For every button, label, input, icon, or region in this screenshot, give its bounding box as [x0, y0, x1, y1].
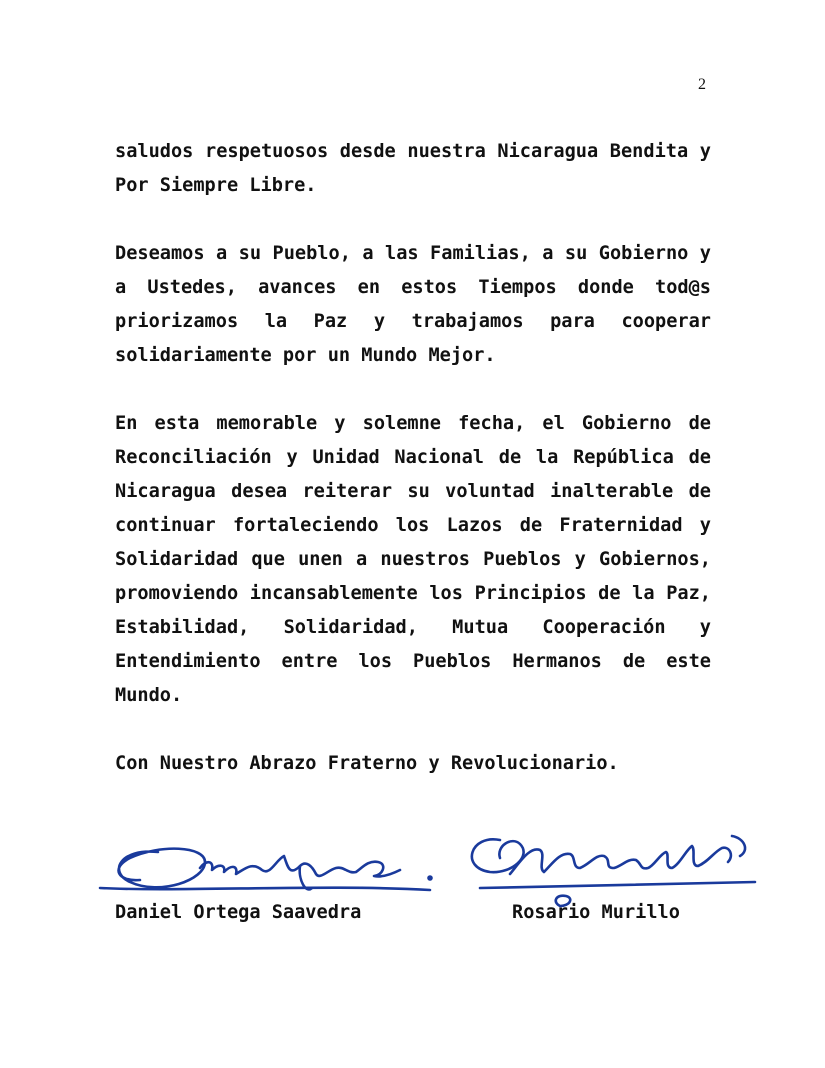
handwritten-signatures [0, 810, 825, 910]
paragraph-reaffirmation: En esta memorable y solemne fecha, el Gobierno de Reconciliación y Unidad Nacional de la República de Nicaragua desea reiterar su voluntad inalterable de continuar fortaleciendo los Lazos de Fraternidad y Solidaridad que unen a nuestros Pueblos y Gobiernos, promoviendo incansablemente los Principios de la Paz, Estabilidad, Solidaridad, Mutua Cooperación y Entendimiento entre los Pueblos Hermanos de este Mundo. [115, 413, 711, 706]
signer-name-daniel-ortega: Daniel Ortega Saavedra [115, 902, 362, 923]
signer-name-rosario-murillo: Rosario Murillo [512, 902, 680, 923]
signature-block [0, 810, 825, 950]
page-number: 2 [698, 76, 706, 93]
signature-2-script [510, 846, 731, 874]
signature-1-loop [119, 849, 205, 888]
closing-line: Con Nuestro Abrazo Fraterno y Revolucionario. [115, 753, 619, 774]
letter-body [115, 135, 711, 781]
signature-1-descender [300, 866, 312, 889]
signature-2-flourish [732, 836, 745, 856]
signature-1-period [429, 877, 432, 880]
signature-2-underline [480, 882, 755, 888]
paragraph-wishes: Deseamos a su Pueblo, a las Familias, a su Gobierno y a Ustedes, avances en estos Tiempos donde tod@s priorizamos la Paz y trabajamos para cooperar solidariamente por un Mundo Mejor. [115, 243, 711, 366]
paragraph-greeting: saludos respetuosos desde nuestra Nicaragua Bendita y Por Siempre Libre. [115, 141, 711, 196]
